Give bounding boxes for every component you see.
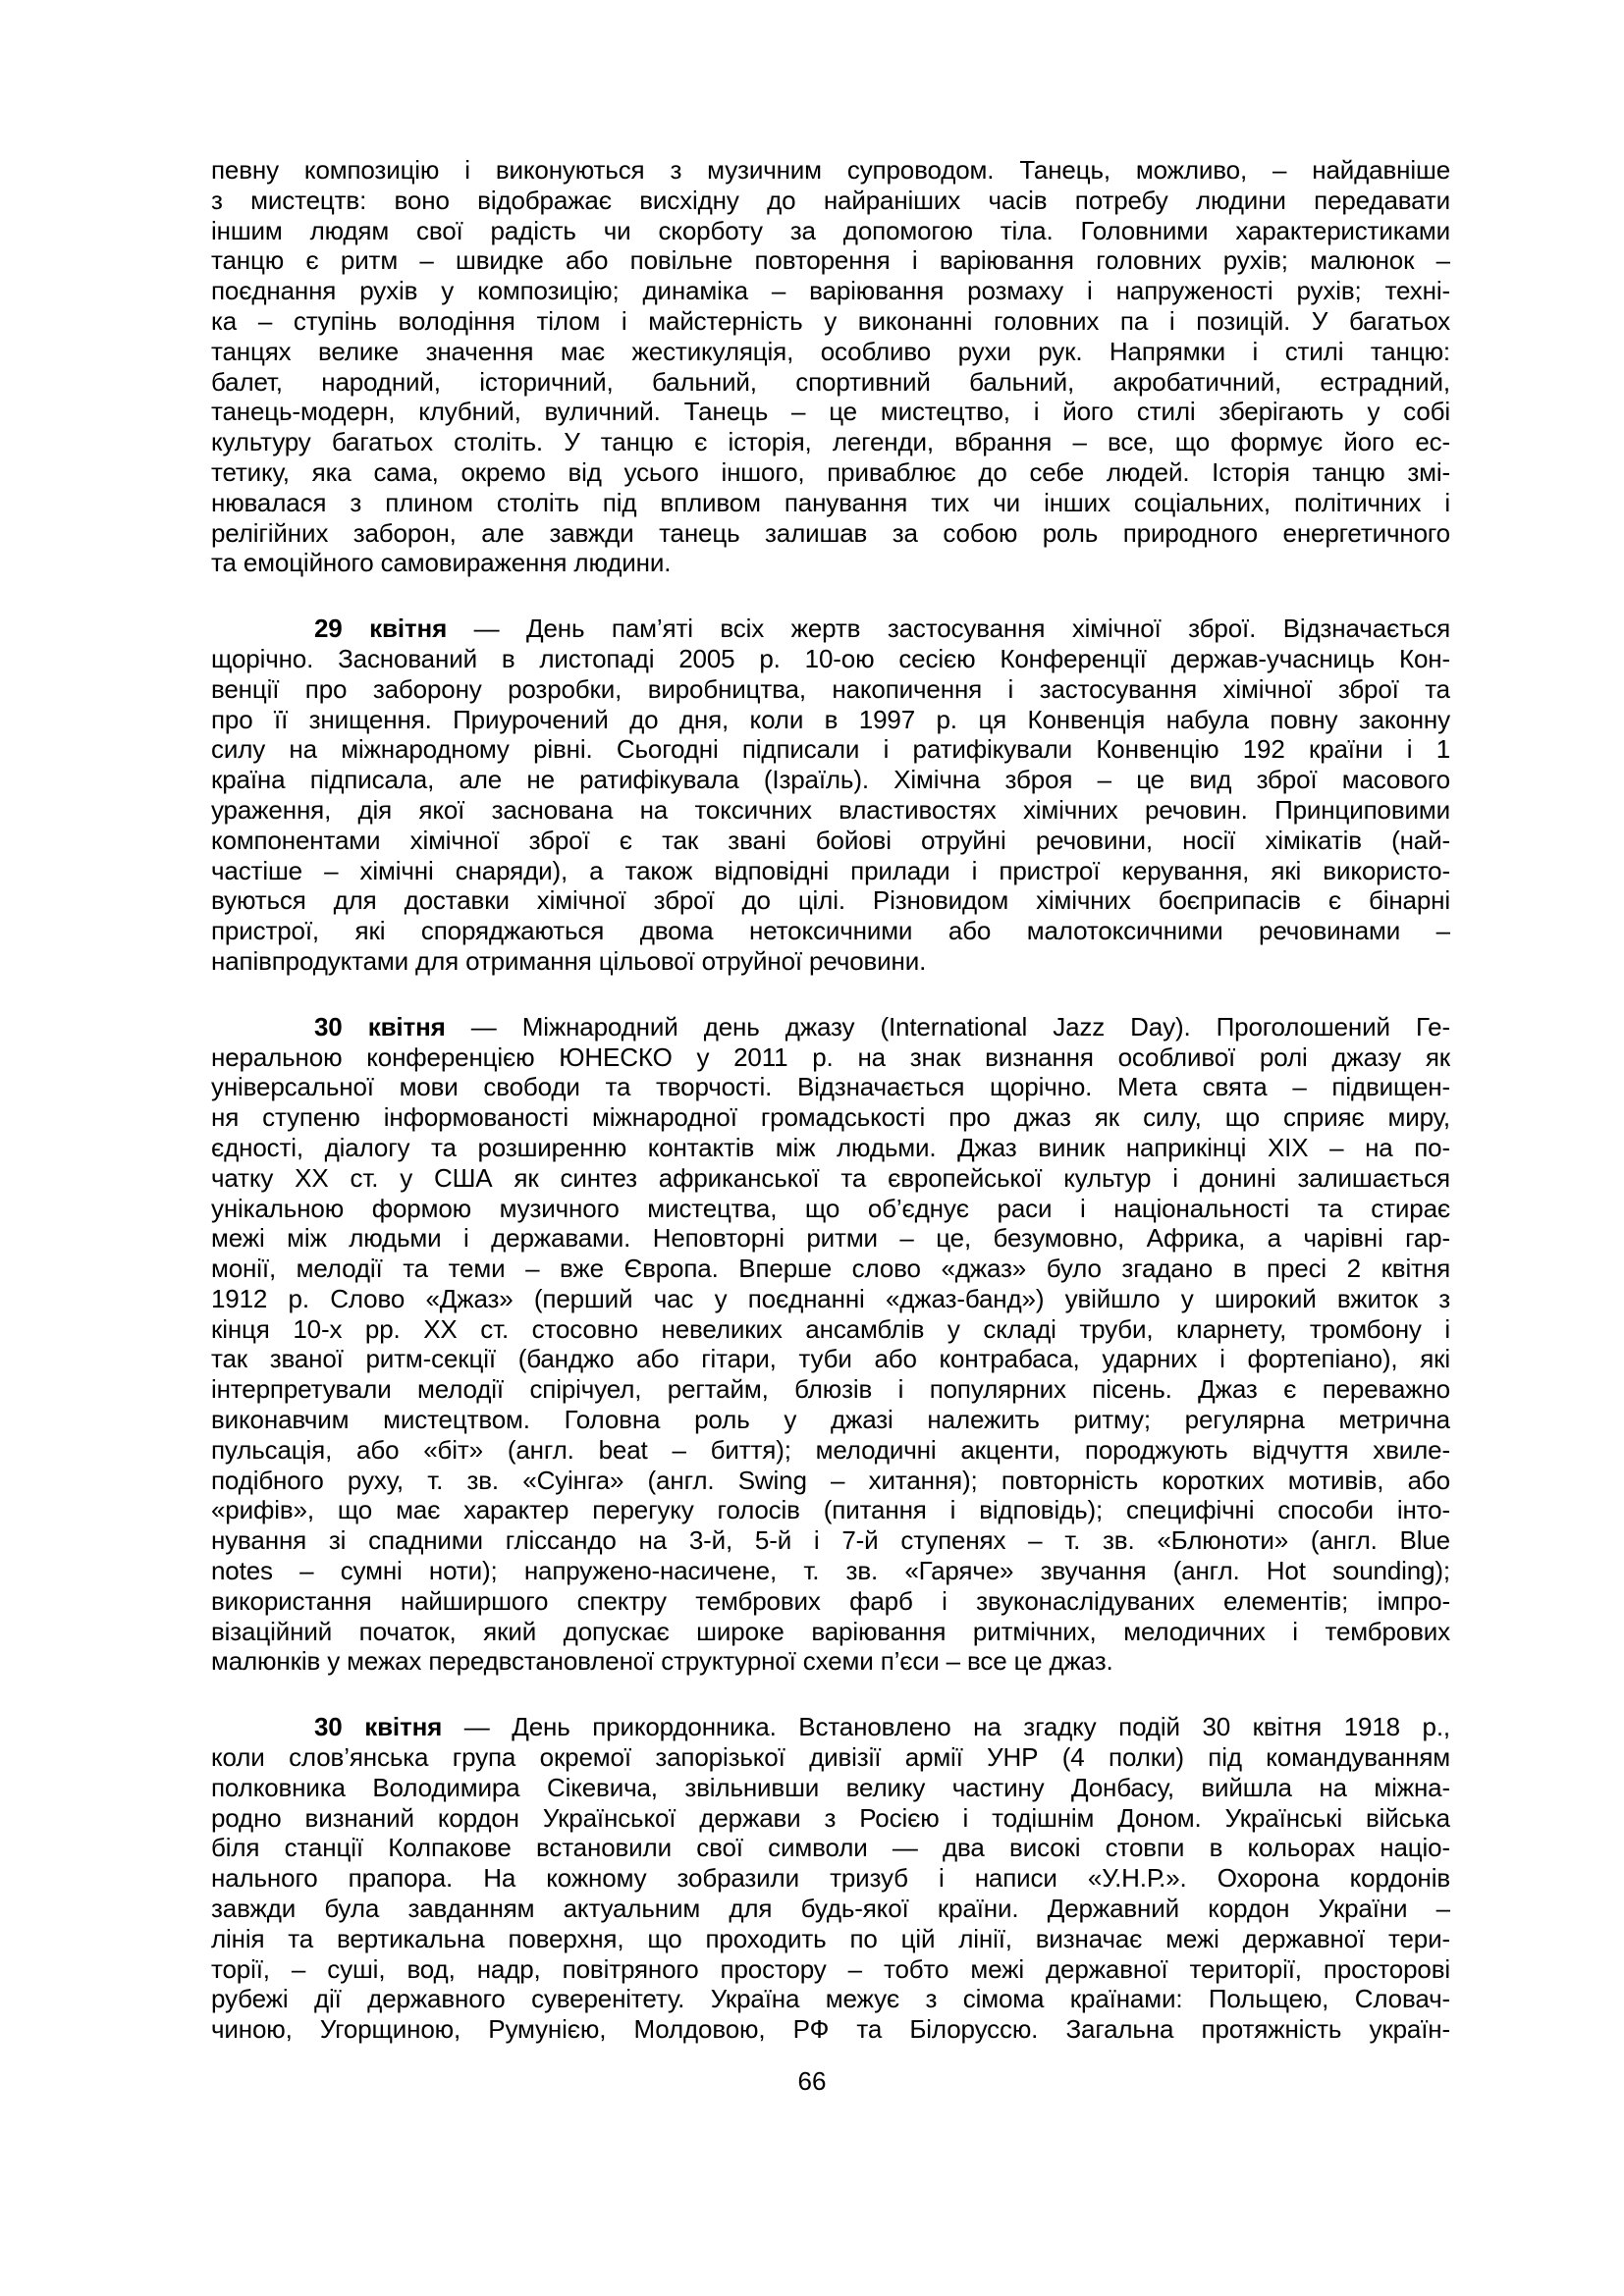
text-line: 30 квітня — Міжнародний день джазу (International Jazz Day). Проголошений Ге-	[314, 1011, 1450, 1041]
text-line: силу на міжнародному рівні. Сьогодні підписали і ратифікували Конвенцію 192 країни і 1	[211, 734, 1450, 765]
text-line: релігійних заборон, але завжди танець залишав за собою роль природного енергетичного	[211, 517, 1450, 548]
text-line: ня ступеню інформованості міжнародної громадськості про джаз як силу, що сприяє миру,	[211, 1102, 1450, 1133]
paragraph	[211, 1712, 1450, 2045]
text-line: тетику, яка сама, окремо від усього іншого, приваблює до себе людей. Історія танцю змі-	[211, 456, 1450, 487]
paragraph	[211, 155, 1450, 578]
text-line: візаційний початок, який допускає широке варіювання ритмічних, мелодичних і тембрових	[211, 1616, 1450, 1646]
text-line: певну композицію і виконуються з музичним супроводом. Танець, можливо, – найдавніше	[211, 155, 1450, 185]
text-line: коли слов’янська група окремої запорізької дивізії армії УНР (4 полки) під командуванням	[211, 1742, 1450, 1773]
paragraph	[211, 1012, 1450, 1678]
text-line: «рифів», що має характер перегуку голосів (питання і відповідь); специфічні способи інто-	[211, 1495, 1450, 1525]
text-line: поєднання рухів у композицію; динаміка – варіювання розмаху і напруженості рухів; техні-	[211, 276, 1450, 306]
text-line: біля станції Колпакове встановили свої символи — два високі стовпи в кольорах націо-	[211, 1833, 1450, 1863]
text-line: єдності, діалогу та розширенню контактів між людьми. Джаз виник наприкінці XIX – на по-	[211, 1132, 1450, 1162]
text-line: унікальною формою музичного мистецтва, що об’єднує раси і національності та стирає	[211, 1193, 1450, 1223]
text-line: неральною конференцією ЮНЕСКО у 2011 р. на знак визнання особливої ролі джазу як	[211, 1041, 1450, 1072]
text-line: балет, народний, історичний, бальний, спортивний бальний, акробатичний, естрадний,	[211, 366, 1450, 397]
date-heading: 30 квітня	[314, 1011, 446, 1041]
text-line: про її знищення. Приурочений до дня, коли в 1997 р. ця Конвенція набула повну законну	[211, 704, 1450, 734]
date-heading: 30 квітня	[314, 1712, 443, 1742]
text-line: 30 квітня — День прикордонника. Встановлено на згадку подій 30 квітня 1918 р.,	[314, 1712, 1450, 1742]
text-line: полковника Володимира Сікевича, звільнивши велику частину Донбасу, вийшла на міжна-	[211, 1772, 1450, 1802]
text-line: вуються для доставки хімічної зброї до цілі. Різновидом хімічних боєприпасів є бінарні	[211, 885, 1450, 916]
text-line: напівпродуктами для отримання цільової отруйної речовини.	[211, 945, 927, 976]
text-line: компонентами хімічної зброї є так звані бойові отруйні речовини, носії хімікатів (най-	[211, 825, 1450, 855]
text-line: так званої ритм-секції (банджо або гітари, туби або контрабаса, ударних і фортепіано), які	[211, 1344, 1450, 1374]
text-line: 29 квітня — День пам’яті всіх жертв застосування хімічної зброї. Відзначається	[314, 614, 1450, 644]
text-line: малюнків у межах передвстановленої структурної схеми п’єси – все це джаз.	[211, 1646, 1113, 1677]
text-line: використання найширшого спектру тембрових фарб і звуконаслідуваних елементів; імпро-	[211, 1585, 1450, 1616]
text-line: межі між людьми і державами. Неповторні ритми – це, безумовно, Африка, а чарівні гар-	[211, 1223, 1450, 1254]
text-line: нального прапора. На кожному зобразили тризуб і написи «У.Н.Р.». Охорона кордонів	[211, 1863, 1450, 1894]
text-line: нування зі спадними гліссандо на 3-й, 5-й і 7-й ступенях – т. зв. «Блюноти» (англ. Blue	[211, 1525, 1450, 1556]
text-line: щорічно. Заснований в листопаді 2005 р. 10-ою сесією Конференції держав-учасниць Кон-	[211, 643, 1450, 673]
text-line: родно визнаний кордон Української держави з Росією і тодішнім Доном. Українські війська	[211, 1802, 1450, 1833]
paragraph	[211, 614, 1450, 977]
text-line: країна підписала, але не ратифікувала (Ізраїль). Хімічна зброя – це вид зброї масового	[211, 765, 1450, 795]
text-line: пристрої, які споряджаються двома нетоксичними або малотоксичними речовинами –	[211, 916, 1450, 946]
text-line: універсальної мови свободи та творчості. Відзначається щорічно. Мета свята – підвищен-	[211, 1072, 1450, 1102]
text-line: культуру багатьох століть. У танцю є історія, легенди, вбрання – все, що формує його ес-	[211, 427, 1450, 457]
text-line: завжди була завданням актуальним для будь-якої країни. Державний кордон України –	[211, 1894, 1450, 1924]
text-line: подібного руху, т. зв. «Суінга» (англ. Swing – хитання); повторність коротких мотивів, або	[211, 1465, 1450, 1495]
text-line: лінія та вертикальна поверхня, що проходить по цій лінії, визначає межі державної тери-	[211, 1923, 1450, 1953]
text-line: та емоційного самовираження людини.	[211, 548, 672, 578]
text-line: з мистецтв: воно відображає висхідну до найраніших часів потребу людини передавати	[211, 185, 1450, 215]
text-line: частіше – хімічні снаряди), а також відповідні прилади і пристрої керування, які використо-	[211, 855, 1450, 885]
page-number: 66	[797, 2066, 827, 2096]
text-line: монії, мелодії та теми – вже Європа. Вперше слово «джаз» було згадано в пресі 2 квітня	[211, 1254, 1450, 1284]
text-line: notes – сумні ноти); напружено-насичене, т. зв. «Гаряче» звучання (англ. Hot sounding);	[211, 1556, 1450, 1586]
text-line: торії, – суші, вод, надр, повітряного простору – тобто межі державної території, просторові	[211, 1953, 1450, 1984]
text-line: чиною, Угорщиною, Румунією, Молдовою, РФ та Білоруссю. Загальна протяжність україн-	[211, 2014, 1450, 2045]
text-line: ка – ступінь володіння тілом і майстерність у виконанні головних па і позицій. У багатьох	[211, 305, 1450, 336]
text-line: кінця 10-х рр. XX ст. стосовно невеликих ансамблів у складі труби, кларнету, тромбону і	[211, 1313, 1450, 1344]
text-line: ураження, дія якої заснована на токсичних властивостях хімічних речовин. Принциповими	[211, 794, 1450, 825]
date-heading: 29 квітня	[314, 614, 448, 644]
text-line: пульсація, або «біт» (англ. beat – биття); мелодичні акценти, породжують відчуття хвиле-	[211, 1434, 1450, 1465]
text-line: нювалася з плином століть під впливом панування тих чи інших соціальних, політичних і	[211, 487, 1450, 517]
text-line: венції про заборону розробки, виробництва, накопичення і застосування хімічної зброї та	[211, 673, 1450, 704]
text-line: танцях велике значення має жестикуляція, особливо рухи рук. Напрямки і стилі танцю:	[211, 336, 1450, 366]
text-line: інтерпретували мелодії спірічуел, регтайм, блюзів і популярних пісень. Джаз є переважно	[211, 1374, 1450, 1405]
document-body	[211, 155, 1450, 2045]
text-line: танцю є ритм – швидке або повільне повторення і варіювання головних рухів; малюнок –	[211, 245, 1450, 276]
text-line: чатку XX ст. у США як синтез африканської та європейської культур і донині залишається	[211, 1162, 1450, 1193]
text-line: 1912 р. Слово «Джаз» (перший час у поєднанні «джаз-банд») увійшло у широкий вжиток з	[211, 1283, 1450, 1313]
text-line: іншим людям свої радість чи скорботу за допомогою тіла. Головними характеристиками	[211, 215, 1450, 245]
text-line: виконавчим мистецтвом. Головна роль у джазі належить ритму; регулярна метрична	[211, 1405, 1450, 1435]
text-line: рубежі дії державного суверенітету. Україна межує з сімома країнами: Польщею, Словач-	[211, 1984, 1450, 2014]
text-line: танець-модерн, клубний, вуличний. Танець – це мистецтво, і його стилі зберігають у собі	[211, 397, 1450, 427]
